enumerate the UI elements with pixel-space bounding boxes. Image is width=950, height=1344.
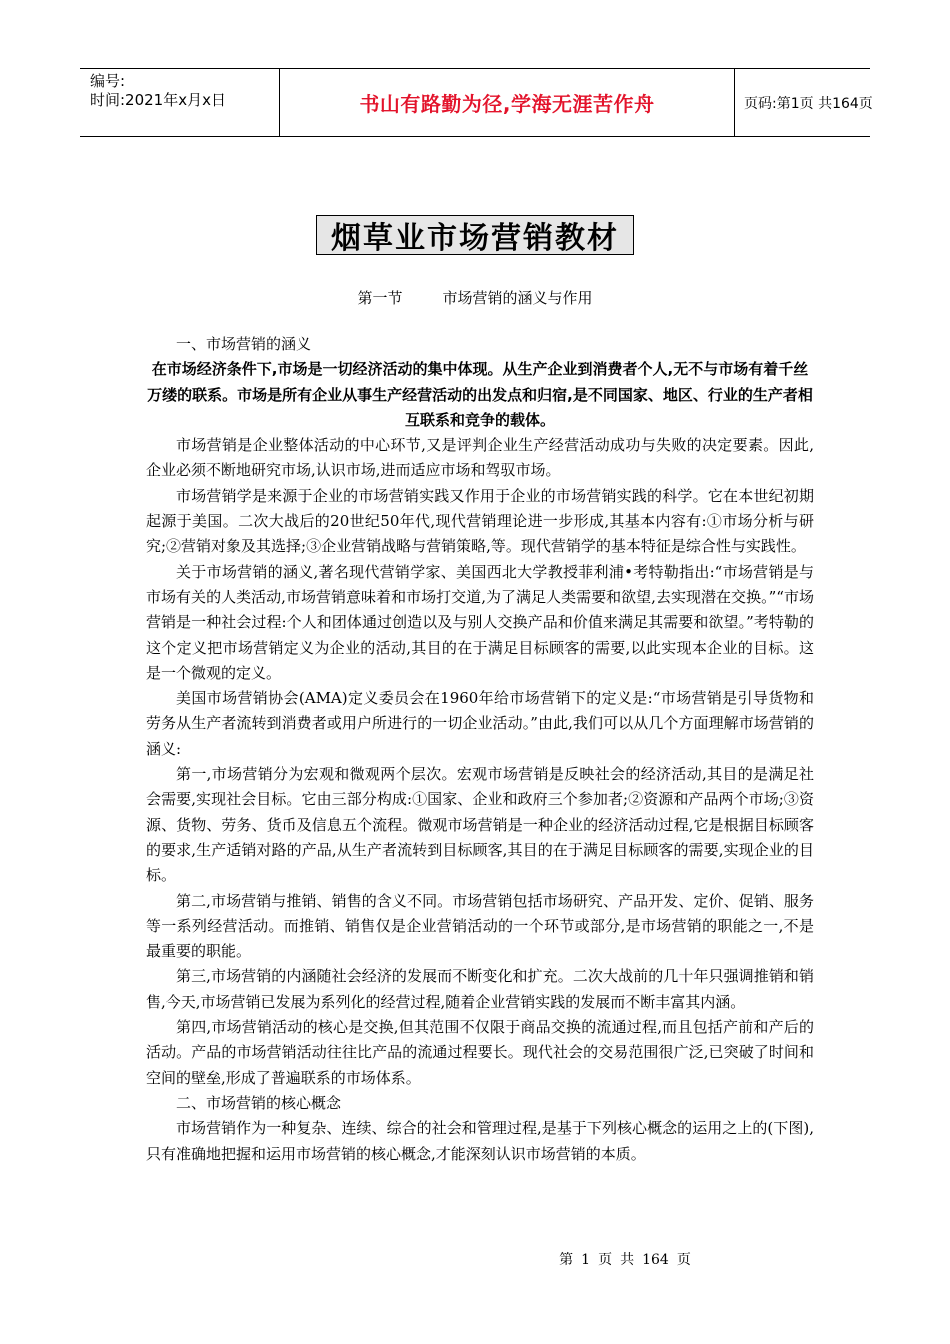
- page-info: 页码:第1页 共164页: [744, 95, 873, 112]
- document-title: 烟草业市场营销教材: [331, 221, 619, 256]
- bold-paragraph: 在市场经济条件下,市场是一切经济活动的集中体现。从生产企业到消费者个人,无不与市场有着千丝万缕的联系。市场是所有企业从事生产经营活动的出发点和归宿,是不同国家、地区、行业的生产者相互联系和竞争的载体。: [147, 360, 813, 429]
- body-paragraph: 市场营销作为一种复杂、连续、综合的社会和管理过程,是基于下列核心概念的运用之上的(下图),只有准确地把握和运用市场营销的核心概念,才能深刻认识市场营销的本质。: [146, 1119, 814, 1163]
- body-paragraph: 第一,市场营销分为宏观和微观两个层次。宏观市场营销是反映社会的经济活动,其目的是满足社会需要,实现社会目标。它由三部分构成:①国家、企业和政府三个参加者;②资源和产品两个市场;③资源、货物、劳务、货币及信息五个流程。微观市场营销是一种企业的经济活动过程,它是根据目标顾客的要求,生产适销对路的产品,从生产者流转到目标顾客,其目的在于满足目标顾客的需要,实现企业的目标。: [146, 765, 814, 885]
- footer-di: 第: [559, 1252, 574, 1268]
- motto-text: 书山有路勤为径,学海无涯苦作舟: [359, 92, 655, 116]
- body-paragraph: 第三,市场营销的内涵随社会经济的发展而不断变化和扩充。二次大战前的几十年只强调推销和销售,今天,市场营销已发展为系列化的经营过程,随着企业营销实践的发展而不断丰富其内涵。: [146, 967, 814, 1011]
- body-paragraph: 第二,市场营销与推销、销售的含义不同。市场营销包括市场研究、产品开发、定价、促销、服务等一系列经营活动。而推销、销售仅是企业营销活动的一个环节或部分,是市场营销的职能之一,不是最重要的职能。: [146, 891, 814, 961]
- header-meta: [80, 69, 279, 136]
- header-motto-cell: [279, 69, 735, 136]
- body-paragraph: 市场营销是企业整体活动的中心环节,又是评判企业生产经营活动成功与失败的决定要素。因此,企业必须不断地研究市场,认识市场,进而适应市场和驾驭市场。: [146, 436, 814, 480]
- footer-gong: 共: [620, 1252, 635, 1268]
- body-paragraph: 市场营销学是来源于企业的市场营销实践又作用于企业的市场营销实践的科学。它在本世纪初期起源于美国。二次大战后的20世纪50年代,现代营销理论进一步形成,其基本内容有:①市场分析与研究;②营销对象及其选择;③企业营销战略与营销策略,等。现代营销学的基本特征是综合性与实践性。: [146, 486, 814, 556]
- body-text: [146, 332, 814, 1167]
- page-footer: [0, 1249, 950, 1269]
- number-label: 编号:: [90, 72, 126, 90]
- body-paragraph: 第四,市场营销活动的核心是交换,但其范围不仅限于商品交换的流通过程,而且包括产前和产后的活动。产品的市场营销活动往往比产品的流通过程要长。现代社会的交易范围很广泛,已突破了时间和空间的壁垒,形成了普遍联系的市场体系。: [146, 1018, 814, 1087]
- section-heading: [0, 287, 950, 308]
- document-title-box: [316, 215, 634, 255]
- footer-ye-2: 页: [676, 1252, 691, 1268]
- time-label: 时间:2021年x月x日: [90, 91, 226, 109]
- section-subheading: 二、市场营销的核心概念: [176, 1093, 342, 1112]
- section-subheading: 一、市场营销的涵义: [176, 335, 312, 353]
- footer-page-number: 1: [581, 1252, 591, 1268]
- body-paragraph: 关于市场营销的涵义,著名现代营销学家、美国西北大学教授菲利浦•考特勒指出:“市场营销是与市场有关的人类活动,市场营销意味着和市场打交道,为了满足人类需要和欲望,去实现潜在交换。”“市场营销是一种社会过程:个人和团体通过创造以及与别人交换产品和价值来满足其需要和欲望。”考特勒的这个定义把市场营销定义为企业的活动,其目的在于满足目标顾客的需要,以此实现本企业的目标。这是一个微观的定义。: [146, 562, 814, 682]
- footer-total-pages: 164: [642, 1252, 669, 1268]
- section-number: 第一节: [357, 289, 403, 307]
- footer-ye: 页: [598, 1252, 613, 1268]
- section-name: 市场营销的涵义与作用: [442, 289, 593, 307]
- header-table: [80, 68, 873, 137]
- body-paragraph: 美国市场营销协会(AMA)定义委员会在1960年给市场营销下的定义是:“市场营销是引导货物和劳务从生产者流转到消费者或用户所进行的一切企业活动。”由此,我们可以从几个方面理解市场营销的涵义:: [146, 689, 814, 758]
